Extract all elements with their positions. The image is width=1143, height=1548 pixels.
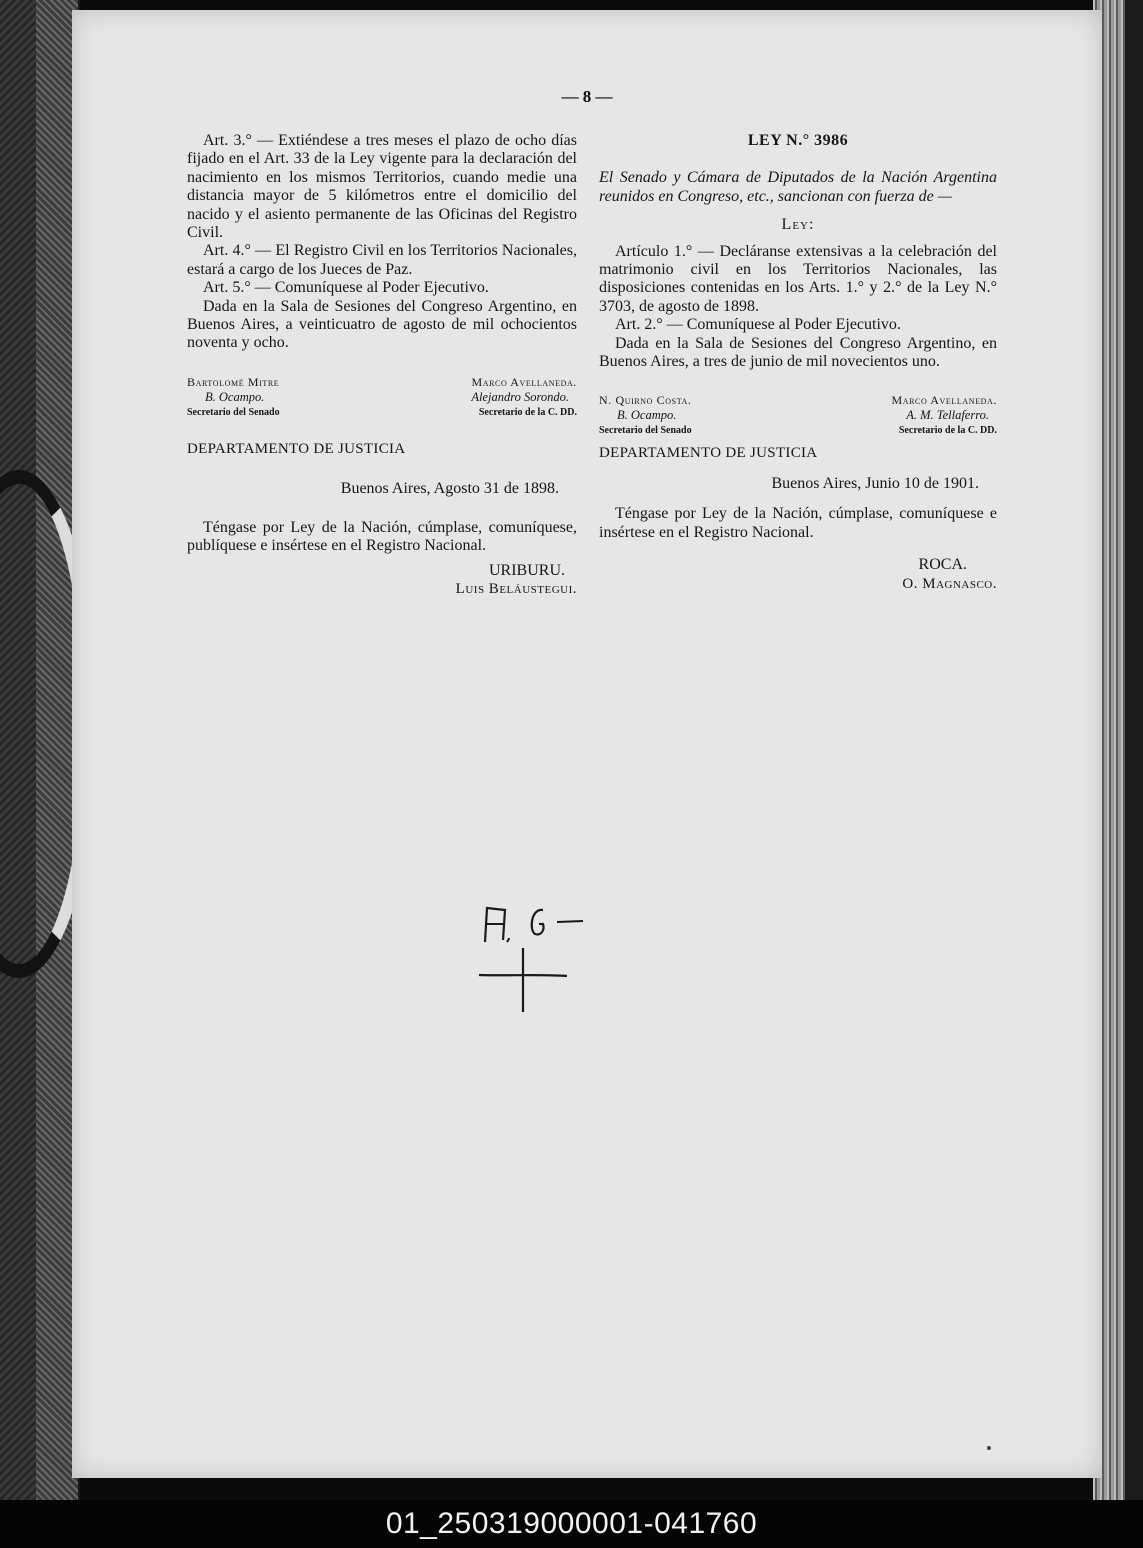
article-5: Art. 5.° — Comuníquese al Poder Ejecutivo. xyxy=(203,279,489,297)
chamber-signature xyxy=(471,375,577,420)
department-heading: DEPARTAMENTO DE JUSTICIA xyxy=(187,440,406,457)
chamber-secretary-name: Alejandro Sorondo. xyxy=(471,389,569,404)
chamber-secretary-name: A. M. Tellaferro. xyxy=(906,408,989,423)
page-number: — 8 — xyxy=(561,87,613,106)
minister-signature: O. Magnasco. xyxy=(902,575,997,592)
senate-secretary-name: B. Ocampo. xyxy=(617,408,677,423)
article-2: Art. 2.° — Comuníquese al Poder Ejecutivo. xyxy=(615,316,901,334)
scan-id-label: 01_250319000001-041760 xyxy=(385,1507,758,1540)
chamber-signature xyxy=(891,393,997,438)
signatures xyxy=(599,393,997,438)
preamble: El Senado y Cámara de Diputados de la Nación Argentina reunidos en Congreso, etc., sancionan con fuerza de — xyxy=(599,169,997,205)
right-column xyxy=(599,132,997,593)
article-4: Art. 4.° — El Registro Civil en los Territorios Nacionales, estará a cargo de los Jueces de Paz. xyxy=(187,242,577,278)
place-date: Buenos Aires, Junio 10 de 1901. xyxy=(771,474,979,492)
article-1: Artículo 1.° — Decláranse extensivas a la celebración del matrimonio civil en los Territorios Nacionales, las disposiciones contenidas en los Arts. 1.° y 2.° de la Ley N.° 3703, de agosto de 1898. xyxy=(599,242,997,315)
signatures xyxy=(187,375,577,420)
senate-president-name: N. Quirno Costa. xyxy=(599,393,692,408)
decree-text: Téngase por Ley de la Nación, cúmplase, comuníquese e insértese en el Registro Nacional. xyxy=(599,505,997,541)
senate-secretary-name: B. Ocampo. xyxy=(205,389,265,404)
enactment-clause: Dada en la Sala de Sesiones del Congreso Argentino, en Buenos Aires, a veinticuatro de agosto de mil ochocientos noventa y ocho. xyxy=(187,297,577,352)
department-heading: DEPARTAMENTO DE JUSTICIA xyxy=(599,445,818,462)
president-signature: ROCA. xyxy=(918,556,967,574)
decree-text: Téngase por Ley de la Nación, cúmplase, comuníquese, publíquese e insértese en el Registro Nacional. xyxy=(187,518,577,555)
enactment-clause: Dada en la Sala de Sesiones del Congreso Argentino, en Buenos Aires, a tres de junio de mil novecientos uno. xyxy=(599,334,997,371)
book-cover-right xyxy=(1125,0,1143,1500)
page-speck xyxy=(987,1446,991,1450)
handwritten-initials-mark xyxy=(477,890,587,1015)
scan-id-bar xyxy=(0,1500,1143,1548)
senate-secretary-role: Secretario del Senado xyxy=(599,425,692,437)
senate-president-name: Bartolomé Mitre xyxy=(187,374,280,389)
document-page xyxy=(72,10,1102,1478)
place-date: Buenos Aires, Agosto 31 de 1898. xyxy=(340,480,559,498)
chamber-secretary-role: Secretario de la C. DD. xyxy=(478,406,577,418)
left-column xyxy=(187,132,577,598)
law-title: LEY N.° 3986 xyxy=(747,132,849,149)
senate-signature xyxy=(187,375,280,420)
chamber-secretary-role: Secretario de la C. DD. xyxy=(898,425,997,437)
chamber-president-name: Marco Avellaneda. xyxy=(891,393,997,408)
article-3: Art. 3.° — Extiéndese a tres meses el plazo de ocho días fijado en el Art. 33 de la Ley vigente para la declaración del nacimiento en los mismos Territorios, cuando medie una distancia mayor de 5 kilómetros entre el domicilio del nacido y el asiento permanente de las Oficinas del Registro Civil. xyxy=(187,132,577,242)
minister-signature: Luis Beláustegui. xyxy=(455,580,577,597)
senate-signature xyxy=(599,393,692,438)
senate-secretary-role: Secretario del Senado xyxy=(187,406,280,418)
president-signature: URIBURU. xyxy=(488,561,565,579)
ley-heading: Ley: xyxy=(781,216,815,234)
chamber-president-name: Marco Avellaneda. xyxy=(471,374,577,389)
